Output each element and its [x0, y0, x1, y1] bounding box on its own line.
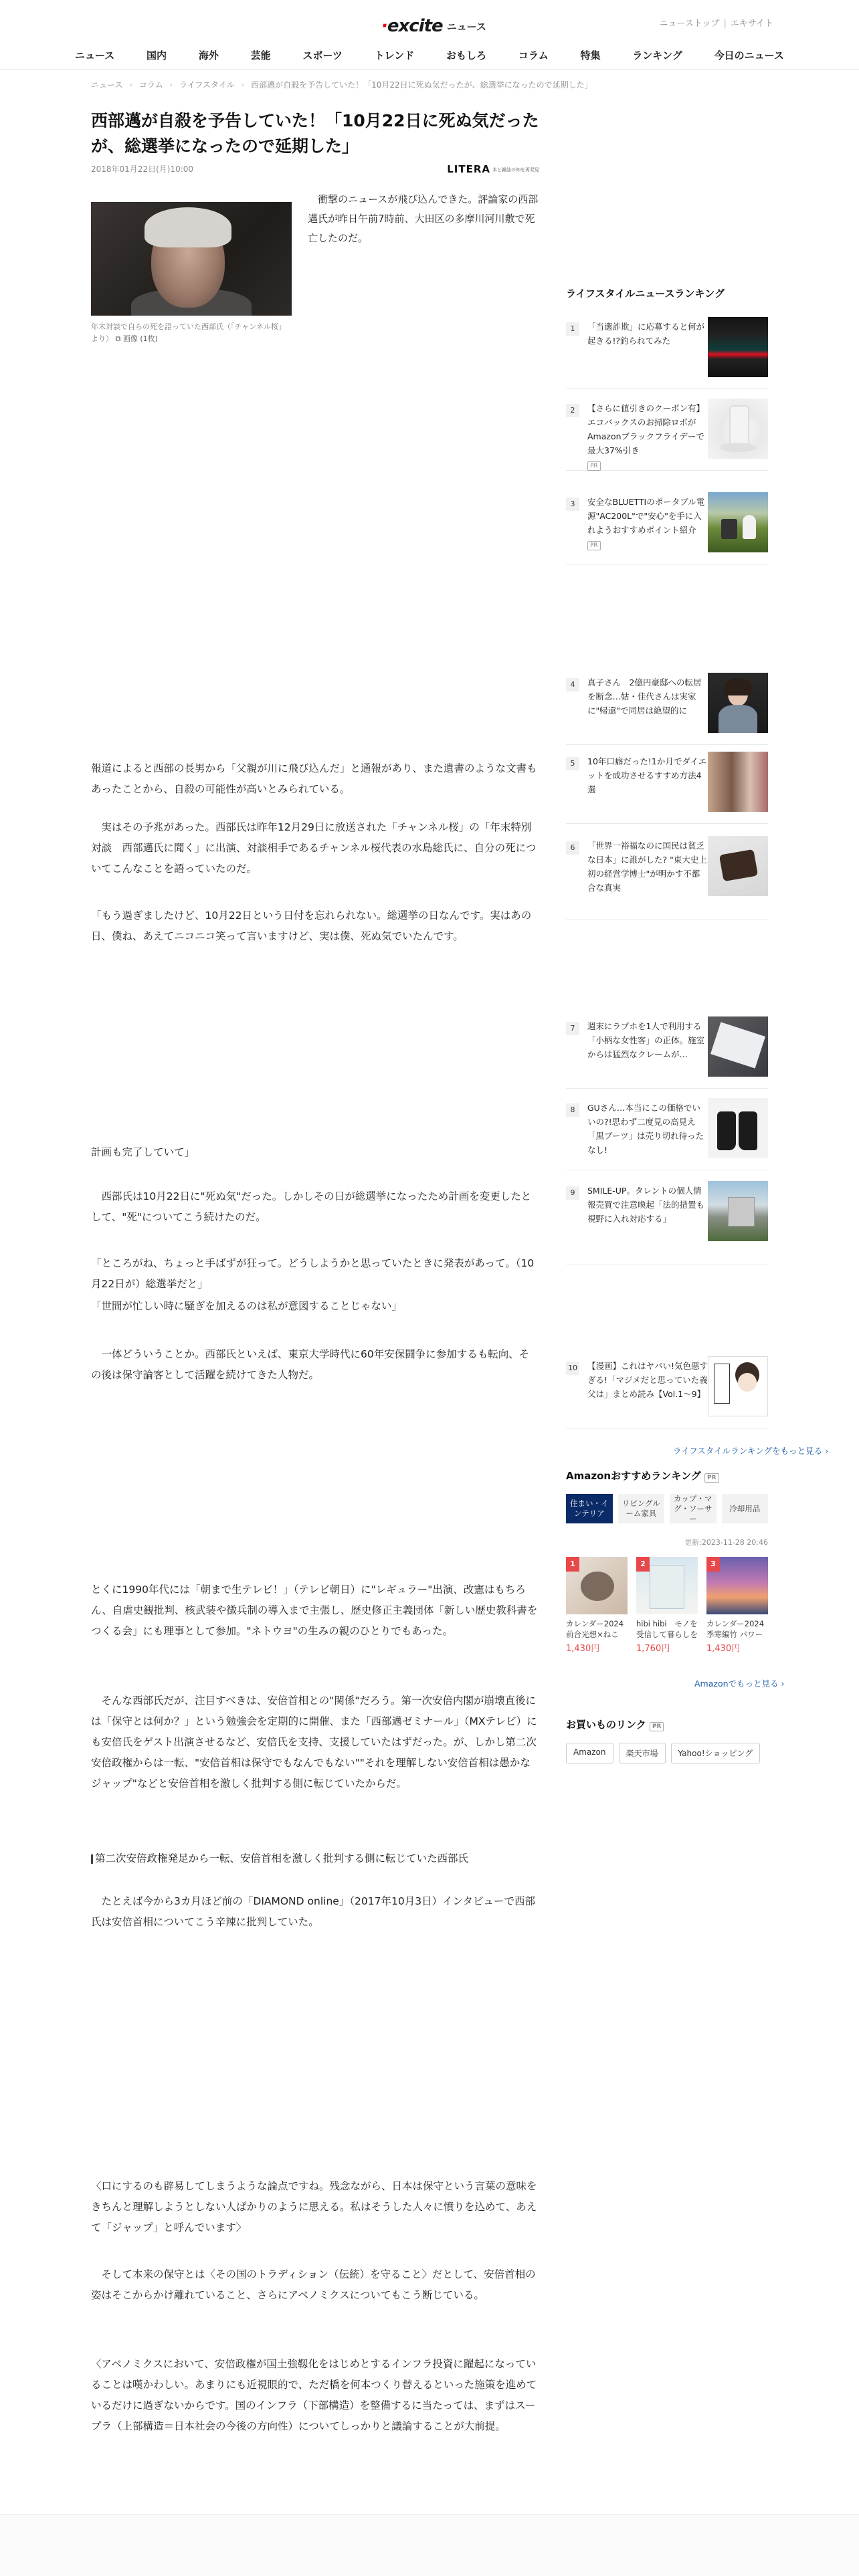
- article-lead: 衝撃のニュースが飛び込んできた。評論家の西部邁氏が昨日午前7時前、大田区の多摩川河川敷で死亡したのだ。: [308, 193, 539, 244]
- article-paragraph: 一体どういうことか。西部氏といえば、東京大学時代に60年安保闘争に参加するも転向、その後は保守論客として活躍を続けてきた人物だ。: [91, 1348, 530, 1381]
- nav-column[interactable]: コラム: [518, 49, 549, 62]
- ranking-thumbnail: [708, 673, 768, 733]
- tab-interior[interactable]: 住まい・インテリア: [566, 1494, 613, 1523]
- ranking-more-link[interactable]: ライフスタイルランキングをもっと見る ›: [673, 1446, 829, 1456]
- ranking-item[interactable]: 6 「世界一裕福なのに国民は貧乏な日本」に誰がした? "東大史上初の経営学博士"が明かす不都合な真実: [566, 836, 768, 920]
- ranking-title: ライフスタイルニュースランキング: [566, 288, 725, 300]
- amazon-items: [566, 1557, 768, 1654]
- article-photo[interactable]: [91, 202, 292, 316]
- rakuten-link[interactable]: 楽天市場: [619, 1743, 666, 1763]
- article-subheading: 第二次安倍政権発足から一転、安倍首相を激しく批判する側に転じていた西部氏: [91, 1848, 539, 1869]
- breadcrumb: [91, 79, 593, 90]
- article-paragraph: 報道によると西部の長男から「父親が川に飛び込んだ」と通報があり、また遺書のような文書もあったことから、自殺の可能性が高いとみられている。: [91, 762, 537, 795]
- article-paragraph: そんな西部氏だが、注目すべきは、安倍首相との"関係"だろう。第一次安倍内閣が崩壊直後には「保守とは何か？」という勉強会を定期的に開催、また「西部邁ゼミナール」（MXテレビ）にも安倍氏をゲスト出演させるなど、安倍氏を支持、支援していたはずだった。が、しかし第二次安倍政権からは一転、"安倍首相は保守でもなんでもない""それを理解しない安倍首相は愚かなジャップ"などと安倍首相を激しく批判する側に転じていたからだ。: [91, 1695, 537, 1790]
- image-count-link[interactable]: ⧉ 画像 (1枚): [115, 334, 158, 343]
- ranking-item[interactable]: 4 真子さん 2億円豪邸への転居を断念…姑・佳代さんは実家に"帰還"で同居は絶望的に: [566, 673, 768, 745]
- breadcrumb-lifestyle[interactable]: ライフスタイル: [179, 80, 235, 90]
- ranking-item[interactable]: 3 安全なBLUETTIのポータブル電源"AC200L"で"安心"を手に入れようおすすめポイント紹介 PR: [566, 492, 768, 564]
- footer: [0, 2515, 859, 2576]
- ranking-thumbnail: [708, 1356, 768, 1416]
- breadcrumb-current: 西部邁が自殺を予告していた！「10月22日に死ぬ気だったが、総選挙になったので延期した」: [251, 80, 593, 90]
- chevron-right-icon: ›: [825, 1446, 829, 1456]
- article-title: 西部邁が自殺を予告していた！「10月22日に死ぬ気だったが、総選挙になったので延期した」: [91, 111, 539, 156]
- chevron-right-icon: ›: [781, 1679, 785, 1689]
- nav-overseas[interactable]: 海外: [198, 49, 219, 62]
- ranking-thumbnail: [708, 1181, 768, 1241]
- product-image: 1: [566, 1557, 628, 1614]
- article-paragraph: 「ところがね、ちょっと手ばずが狂って。どうしようかと思っていたときに発表があって。（10月22日が）総選挙だと」: [91, 1257, 535, 1290]
- ranking-thumbnail: [708, 836, 768, 896]
- article-paragraph: 計画も完了していて」: [91, 1146, 195, 1158]
- article-paragraph: 〈アベノミクスにおいて、安倍政権が国土強靱化をはじめとするインフラ投資に躍起になっていることは嘆かわしい。あまりにも近視眼的で、ただ橋を何本つくり替えるといった施策を進めているだけに過ぎないからです。国のインフラ（下部構造）を整備するに当たっては、まずはスープラ（上部構造＝日本社会の今後の方向性）についてしっかりと議論することが大前提。: [91, 2358, 537, 2432]
- news-top-link[interactable]: ニューストップ: [659, 19, 720, 29]
- ranking-item[interactable]: 9 SMILE-UP。タレントの個人情報売買で注意喚起「法的措置も視野に入れ対応する」: [566, 1181, 768, 1265]
- article-photo-block: [91, 202, 292, 345]
- header-links: ニューストップ | エキサイト: [659, 19, 773, 29]
- site-logo[interactable]: [381, 9, 486, 36]
- nav-feature[interactable]: 特集: [580, 49, 601, 62]
- nav-trend[interactable]: トレンド: [374, 49, 415, 62]
- nav-news[interactable]: ニュース: [75, 49, 115, 62]
- amazon-category-tabs: [566, 1494, 768, 1523]
- amazon-ranking-title: Amazonおすすめランキング PR: [566, 1469, 719, 1483]
- pr-badge: PR: [587, 461, 601, 471]
- article-paragraph: 「世間が忙しい時に騒ぎを加えるのは私が意図することじゃない」: [91, 1300, 403, 1312]
- chevron-right-icon: ›: [241, 80, 245, 89]
- amazon-more-link[interactable]: Amazonでもっと見る ›: [694, 1679, 785, 1689]
- excite-link[interactable]: エキサイト: [730, 19, 773, 29]
- nav-domestic[interactable]: 国内: [147, 49, 167, 62]
- chevron-right-icon: ›: [129, 80, 132, 89]
- shopping-links-title: お買いものリンク PR: [566, 1717, 664, 1731]
- ranking-thumbnail: [708, 1016, 768, 1077]
- nav-entertainment[interactable]: 芸能: [250, 49, 271, 62]
- ranking-item[interactable]: 1 「当選詐欺」に応募すると何が起きる!?釣られてみた: [566, 317, 768, 389]
- product-image: 2: [636, 1557, 698, 1614]
- chevron-right-icon: ›: [169, 80, 173, 89]
- nav-today[interactable]: 今日のニュース: [714, 49, 784, 62]
- article-paragraph: 西部氏は10月22日に"死ぬ気"だった。しかしその日が総選挙になったため計画を変更したとして、"死"についてこう続けたのだ。: [91, 1190, 532, 1223]
- nav-ranking[interactable]: ランキング: [632, 49, 682, 62]
- pr-badge: PR: [587, 541, 601, 550]
- photo-caption: 年末対談で自らの死を語っていた西部氏（「チャンネル桜」より） ⧉ 画像 (1枚): [91, 322, 286, 343]
- ranking-item[interactable]: 10 【漫画】これはヤバい!気色悪すぎる!「マジメだと思っていた義父は」まとめ読み【Vol.1〜9】: [566, 1356, 768, 1428]
- ranking-thumbnail: [708, 1098, 768, 1158]
- tab-cups[interactable]: カップ・マグ・ソーサー: [670, 1494, 717, 1523]
- ranking-item[interactable]: 2 【さらに値引きのクーポン有】エコバックスのお掃除ロボがAmazonブラックフライデーで最大37%引き PR: [566, 399, 768, 471]
- ranking-item[interactable]: 8 GUさん…本当にこの価格でいいの?!思わず二度見の高見え「黒ブーツ」は売り切れ待ったなし!: [566, 1098, 768, 1170]
- article-paragraph: 〈口にするのも辟易してしまうような論点ですね。残念ながら、日本は保守という言葉の意味をきちんと理解しようとしない人ばかりのように思える。私はそうした人々に憤りを込めて、あえて「ジャップ」と呼んでいます〉: [91, 2180, 537, 2234]
- ranking-item[interactable]: 5 10年口癖だった!1か月でダイエットを成功させるすすめ方法4選: [566, 752, 768, 824]
- logo-suffix: ニュース: [446, 21, 486, 33]
- breadcrumb-news[interactable]: ニュース: [91, 80, 123, 90]
- article-paragraph: 「もう過ぎましたけど、10月22日という日付を忘れられない。総選挙の日なんです。実はあの日、僕ね、あえてニコニコ笑って言いますけど、実は僕、死ぬ気でいたんです。: [91, 909, 532, 942]
- amazon-link[interactable]: Amazon: [566, 1743, 613, 1763]
- pr-badge: PR: [650, 1722, 664, 1731]
- logo-wordmark: ·excite: [381, 16, 443, 36]
- amazon-item[interactable]: 1 カレンダー2024 前合光想×ねこ 1,430円: [566, 1557, 628, 1654]
- ranking-thumbnail: [708, 492, 768, 552]
- article-meta: [91, 162, 539, 178]
- amazon-item[interactable]: 2 hibi hibi モノを受信して暮らしを 1,760円: [636, 1557, 698, 1654]
- amazon-updated: 更新:2023-11-28 20:46: [684, 1538, 768, 1547]
- product-image: 3: [706, 1557, 768, 1614]
- article-paragraph: たとえば今から3カ月ほど前の「DIAMOND online」（2017年10月3日）インタビューで西部氏は安倍首相についてこう辛辣に批判していた。: [91, 1895, 535, 1928]
- main-nav: [72, 48, 787, 62]
- shopping-links: [566, 1743, 760, 1763]
- tab-cooling[interactable]: 冷却用品: [722, 1494, 769, 1523]
- ranking-item[interactable]: 7 週末にラブホを1人で利用する「小柄な女性客」の正体。施室からは猛烈なクレームが…: [566, 1016, 768, 1089]
- nav-sports[interactable]: スポーツ: [302, 49, 343, 62]
- yahoo-shopping-link[interactable]: Yahoo!ショッピング: [671, 1743, 761, 1763]
- nav-funny[interactable]: おもしろ: [446, 49, 487, 62]
- article-paragraph: とくに1990年代には「朝まで生テレビ！」（テレビ朝日）に"レギュラー"出演、改憲はもちろん、自虐史観批判、核武装や徴兵制の導入まで主張し、歴史修正主義団体「新しい歴史教科書をつくる会」にも理事として参加。"ネトウヨ"の生みの親のひとりでもあった。: [91, 1584, 538, 1637]
- article-paragraph: 実はその予兆があった。西部氏は昨年12月29日に放送された「チャンネル桜」の「年末特別対談 西部邁氏に聞く」に出演、対談相手であるチャンネル桜代表の水島総氏に、自分の死についてこんなことを語っていたのだ。: [91, 821, 537, 875]
- site-header: [0, 0, 859, 70]
- article-paragraph: そして本来の保守とは〈その国のトラディション（伝統）を守ること〉だとして、安倍首相の姿はそこからかけ離れていること、さらにアベノミクスについてもこう断じている。: [91, 2268, 536, 2301]
- source-logo[interactable]: LITERA 本と雑誌の知を再発見: [447, 163, 539, 175]
- breadcrumb-column[interactable]: コラム: [138, 80, 163, 90]
- article-date: 2018年01月22日(月)10:00: [91, 165, 194, 174]
- ranking-thumbnail: [708, 752, 768, 812]
- ranking-thumbnail: [708, 317, 768, 377]
- article: [91, 108, 539, 343]
- ranking-thumbnail: [708, 399, 768, 459]
- pr-badge: PR: [704, 1473, 719, 1483]
- tab-living-furniture[interactable]: リビングルーム家具: [618, 1494, 665, 1523]
- amazon-item[interactable]: 3 カレンダー2024 季寒編竹 パワー 1,430円: [706, 1557, 768, 1654]
